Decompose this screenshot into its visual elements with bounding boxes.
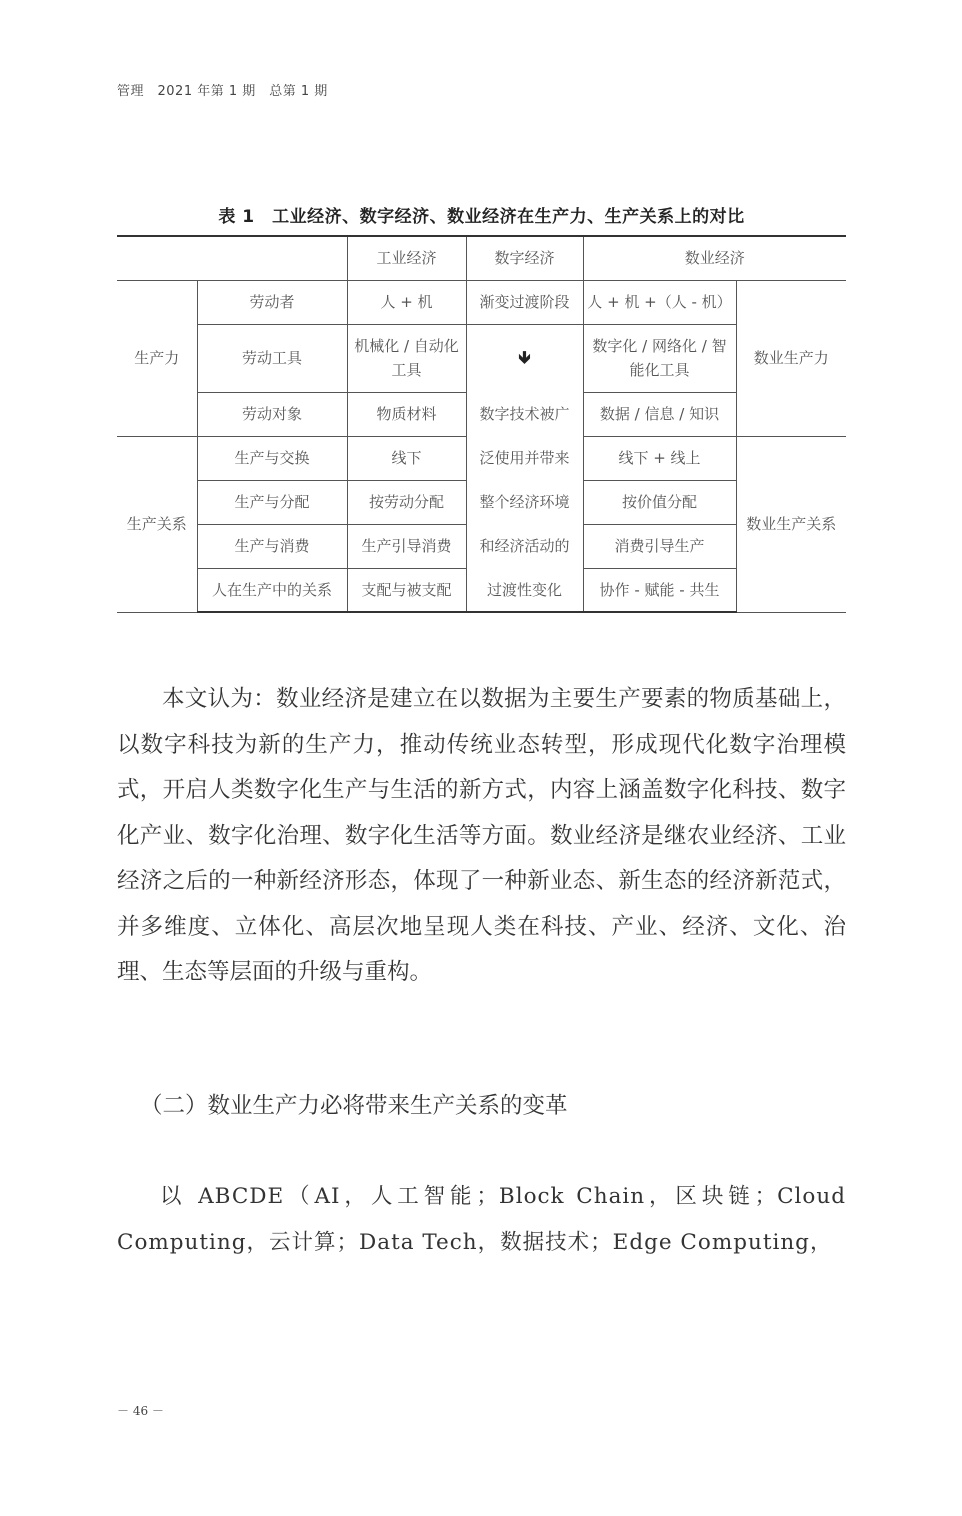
header-shuye: 数业经济 <box>583 236 846 280</box>
header-blank-cell <box>117 236 347 280</box>
row-item: 劳动对象 <box>197 392 347 436</box>
digital-arrow-cell <box>466 324 583 392</box>
table-row <box>117 280 846 324</box>
row-item: 生产与交换 <box>197 436 347 480</box>
row-shuye: 按价值分配 <box>583 480 736 524</box>
digital-text-line: 过渡性变化 <box>466 568 583 612</box>
header-digital: 数字经济 <box>466 236 583 280</box>
row-shuye: 协作 - 赋能 - 共生 <box>583 568 736 612</box>
table-row <box>117 436 846 480</box>
row-shuye: 人 + 机 +（人 - 机） <box>583 280 736 324</box>
group-relations: 生产关系 <box>117 436 197 612</box>
comparison-table <box>117 235 846 613</box>
row-shuye: 消费引导生产 <box>583 524 736 568</box>
group-productivity: 生产力 <box>117 280 197 436</box>
row-industrial: 物质材料 <box>347 392 466 436</box>
row-item: 生产与分配 <box>197 480 347 524</box>
table-caption: 表 1 工业经济、数字经济、数业经济在生产力、生产关系上的对比 <box>218 207 745 227</box>
table-header-row <box>117 236 846 280</box>
row-item: 人在生产中的关系 <box>197 568 347 612</box>
digital-text-line: 和经济活动的 <box>466 524 583 568</box>
summary-productivity: 数业生产力 <box>736 280 846 436</box>
row-industrial: 生产引导消费 <box>347 524 466 568</box>
section-heading: （二）数业生产力必将带来生产关系的变革 <box>140 1093 568 1119</box>
row-item: 生产与消费 <box>197 524 347 568</box>
row-industrial: 机械化 / 自动化工具 <box>347 324 466 392</box>
running-head: 管理 2021 年第 1 期 总第 1 期 <box>117 84 328 99</box>
row-shuye: 数据 / 信息 / 知识 <box>583 392 736 436</box>
row-item: 劳动工具 <box>197 324 347 392</box>
row-shuye: 线下 + 线上 <box>583 436 736 480</box>
row-industrial: 支配与被支配 <box>347 568 466 612</box>
digital-text-line: 数字技术被广 <box>466 392 583 436</box>
row-industrial: 人 + 机 <box>347 280 466 324</box>
arrow-down-icon: 🡻 <box>518 348 531 369</box>
body-paragraph: 以 ABCDE（AI，人工智能；Block Chain，区块链；Cloud Computing，云计算；Data Tech，数据技术；Edge Computing， <box>117 1184 846 1255</box>
digital-text-line: 泛使用并带来 <box>466 436 583 480</box>
summary-relations: 数业生产关系 <box>736 436 846 612</box>
header-industrial: 工业经济 <box>347 236 466 280</box>
digital-text-line: 整个经济环境 <box>466 480 583 524</box>
row-industrial: 按劳动分配 <box>347 480 466 524</box>
body-paragraph: 本文认为：数业经济是建立在以数据为主要生产要素的物质基础上，以数字科技为新的生产力，推动传统业态转型，形成现代化数字治理模式，开启人类数字化生产与生活的新方式，内容上涵盖数字化科技、数字化产业、数字化治理、数字化生活等方面。数业经济是继农业经济、工业经济之后的一种新经济形态，体现了一种新业态、新生态的经济新范式，并多维度、立体化、高层次地呈现人类在科技、产业、经济、文化、治理、生态等层面的升级与重构。 <box>117 686 846 985</box>
digital-note: 渐变过渡阶段 <box>466 280 583 324</box>
row-shuye: 数字化 / 网络化 / 智能化工具 <box>583 324 736 392</box>
row-item: 劳动者 <box>197 280 347 324</box>
row-industrial: 线下 <box>347 436 466 480</box>
page-number: － 46 － <box>117 1404 164 1418</box>
